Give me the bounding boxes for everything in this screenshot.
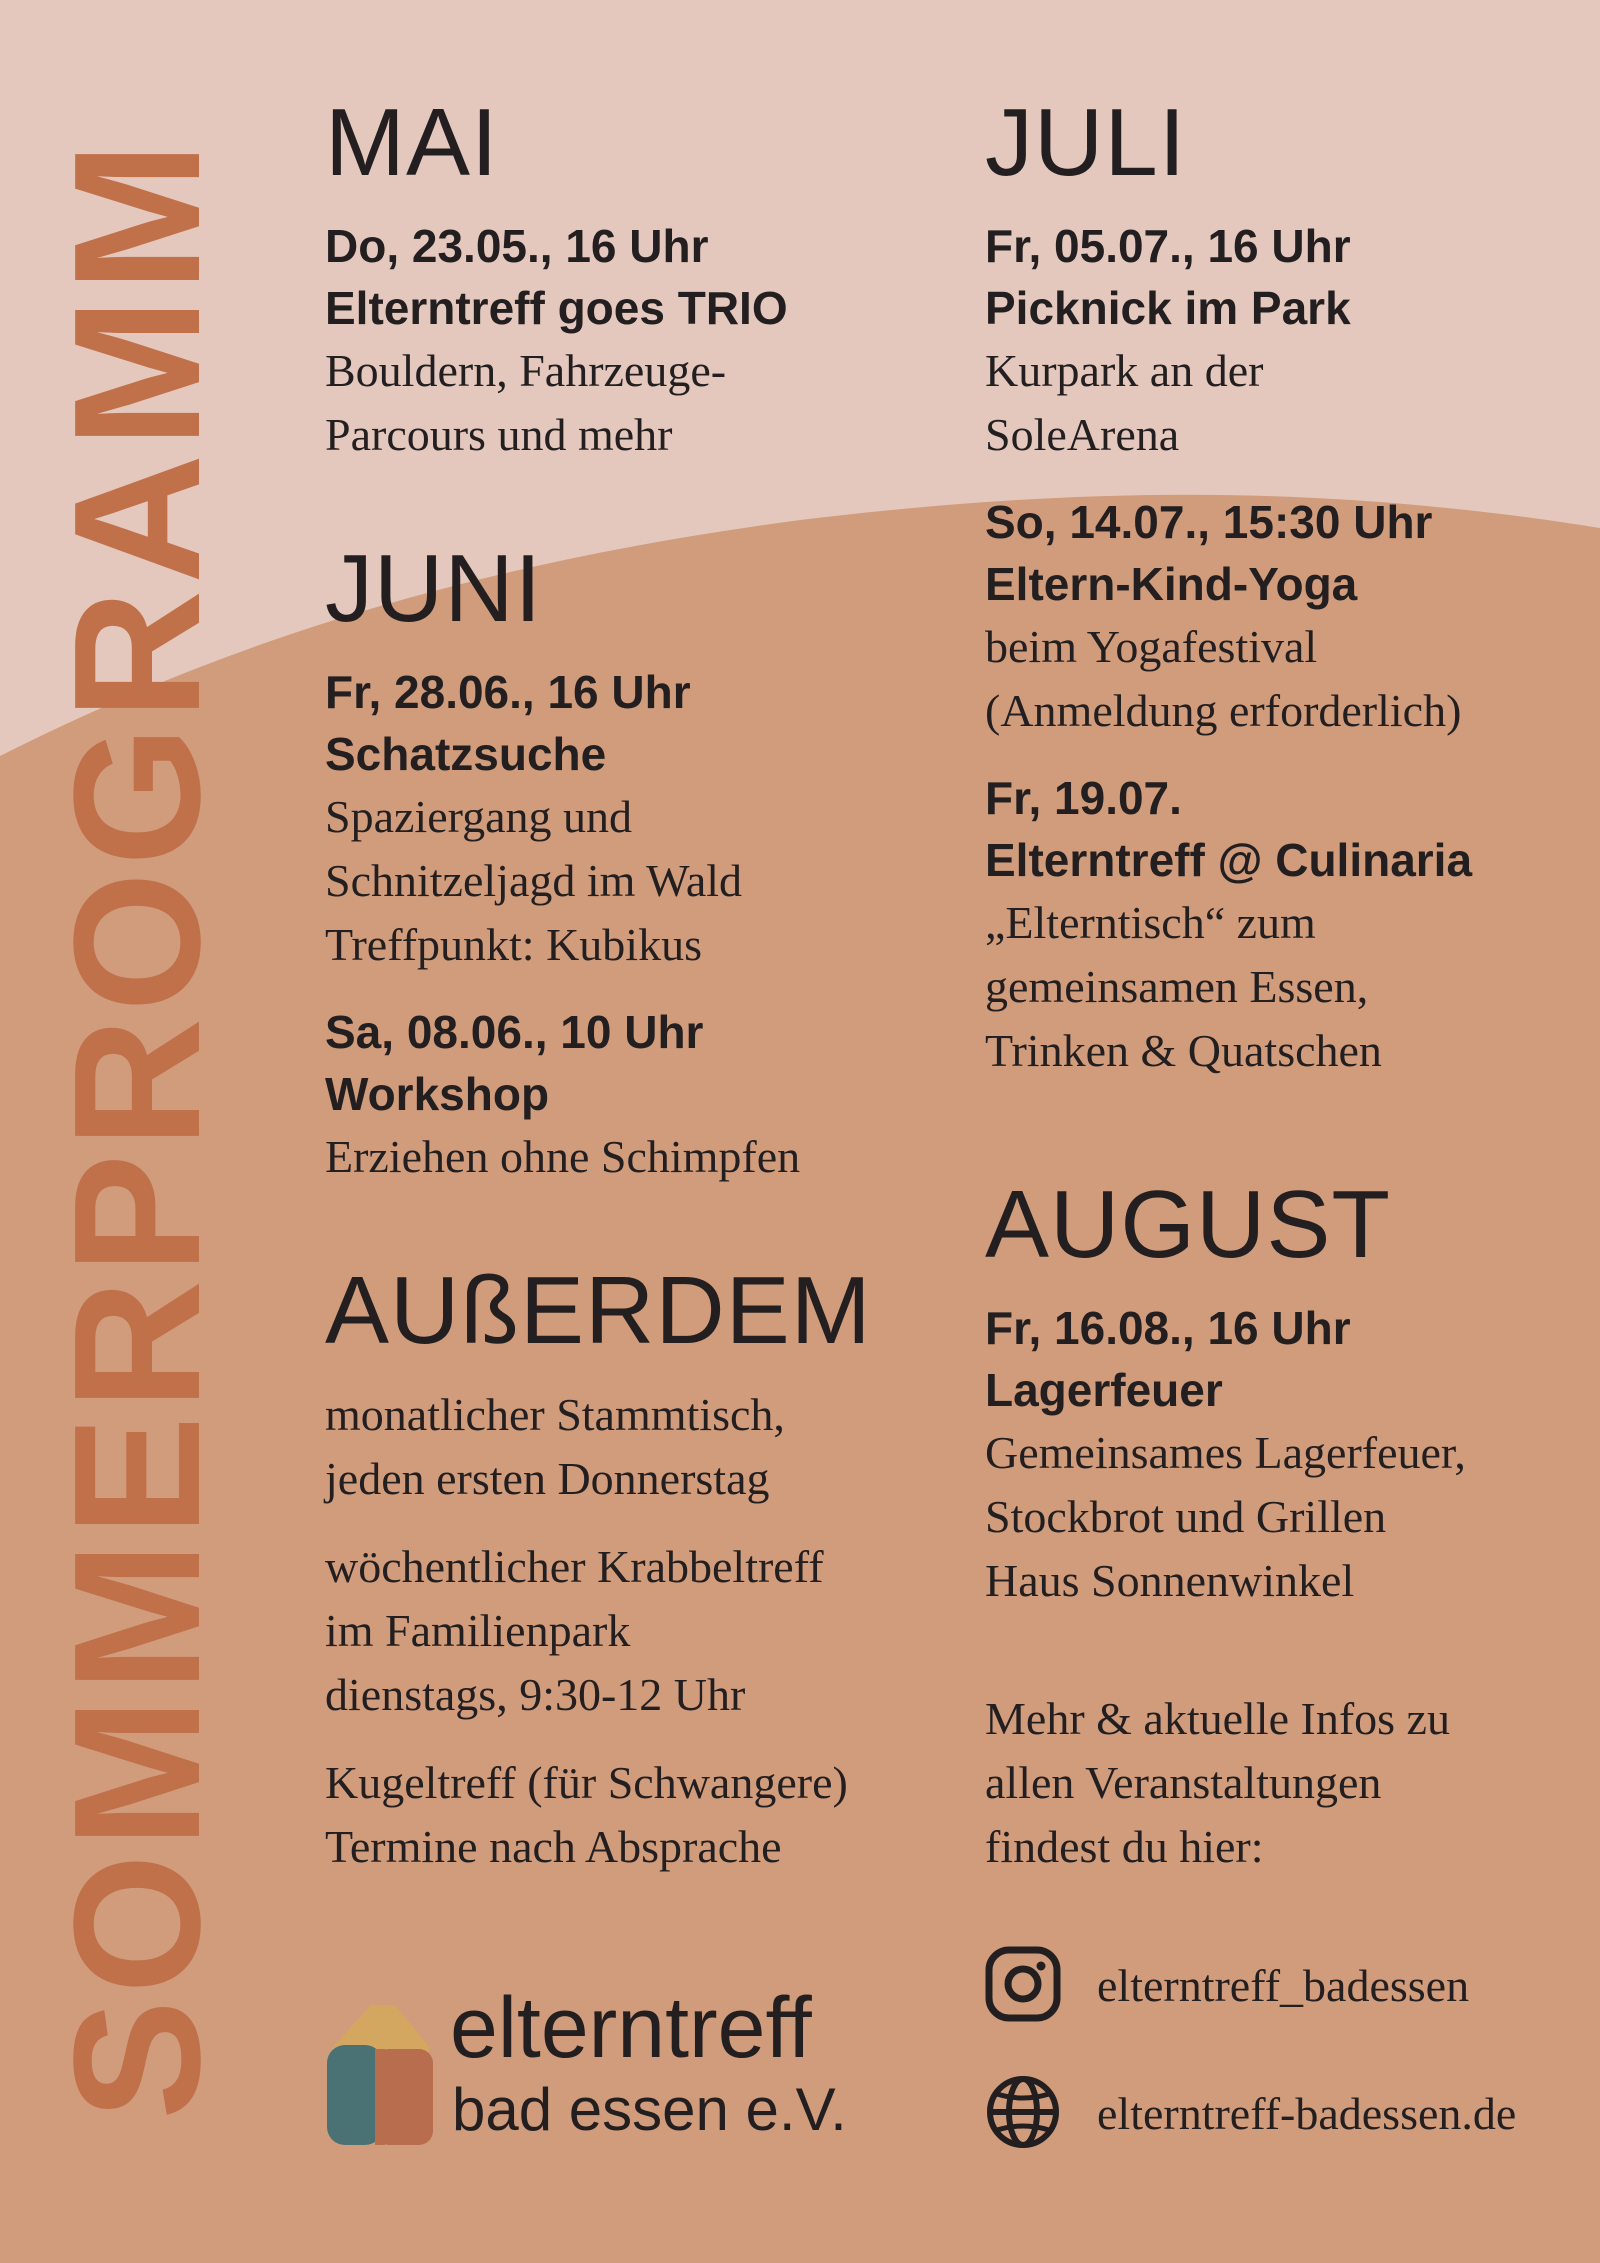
- description-line: Stockbrot und Grillen: [985, 1491, 1387, 1542]
- event-description: [985, 615, 1585, 743]
- description-line: Spaziergang und: [325, 791, 633, 842]
- event-title: Schatzsuche: [325, 728, 607, 780]
- description-line: Haus Sonnenwinkel: [985, 1555, 1355, 1606]
- description-line: Mehr & aktuelle Infos zu: [985, 1693, 1450, 1744]
- description-line: wöchentlicher Krabbeltreff: [325, 1541, 824, 1592]
- description-line: Treffpunkt: Kubikus: [325, 919, 702, 970]
- logo-subtitle: bad essen e.V.: [452, 2076, 847, 2143]
- logo-overlap: [375, 2049, 385, 2145]
- left-column: [325, 89, 945, 1903]
- event-description: [985, 339, 1585, 467]
- section-juli: [985, 89, 1585, 1083]
- month-heading-august: AUGUST: [985, 1171, 1392, 1278]
- description-line: Trinken & Quatschen: [985, 1025, 1382, 1076]
- event-item: [325, 215, 945, 467]
- description-line: beim Yogafestival: [985, 621, 1318, 672]
- description-line: monatlicher Stammtisch,: [325, 1389, 785, 1440]
- description-line: findest du hier:: [985, 1821, 1264, 1872]
- month-heading-juli: JULI: [985, 89, 1187, 196]
- description-line: Bouldern, Fahrzeuge-: [325, 345, 727, 396]
- event-title: Elterntreff @ Culinaria: [985, 834, 1473, 886]
- description-line: Kugeltreff (für Schwangere): [325, 1757, 848, 1808]
- vertical-title: SOMMERPROGRAMM: [37, 136, 238, 2120]
- event-date: Fr, 05.07., 16 Uhr: [985, 220, 1351, 272]
- instagram-icon: [985, 1946, 1061, 2022]
- month-heading-ausserdem: AUßERDEM: [325, 1257, 872, 1364]
- event-description: [325, 785, 945, 977]
- description-line: Schnitzeljagd im Wald: [325, 855, 743, 906]
- info-item: [325, 1383, 945, 1511]
- more-info-text: [985, 1687, 1585, 1879]
- description-line: gemeinsamen Essen,: [985, 961, 1369, 1012]
- website-url[interactable]: elterntreff-badessen.de: [1097, 2088, 1517, 2139]
- event-item: [985, 491, 1585, 743]
- event-date: So, 14.07., 15:30 Uhr: [985, 496, 1433, 548]
- description-line: Termine nach Absprache: [325, 1821, 782, 1872]
- event-title: Elterntreff goes TRIO: [325, 282, 788, 334]
- section-ausserdem: [325, 1257, 945, 1879]
- description-line: Gemeinsames Lagerfeuer,: [985, 1427, 1466, 1478]
- event-item: [325, 661, 945, 977]
- description-line: allen Veranstaltungen: [985, 1757, 1382, 1808]
- event-title: Lagerfeuer: [985, 1364, 1223, 1416]
- elterntreff-logo: [325, 1980, 925, 2155]
- description-line: im Familienpark: [325, 1605, 631, 1656]
- event-item: [985, 767, 1585, 1083]
- description-line: „Elterntisch“ zum: [985, 897, 1316, 948]
- event-title: Eltern-Kind-Yoga: [985, 558, 1358, 610]
- event-date: Fr, 28.06., 16 Uhr: [325, 666, 691, 718]
- event-date: Do, 23.05., 16 Uhr: [325, 220, 709, 272]
- description-line: (Anmeldung erforderlich): [985, 685, 1462, 736]
- event-date: Sa, 08.06., 10 Uhr: [325, 1006, 704, 1058]
- logo-left-block: [327, 2045, 383, 2145]
- event-description: [985, 1421, 1585, 1613]
- info-item: [325, 1535, 945, 1727]
- event-date: Fr, 19.07.: [985, 772, 1182, 824]
- section-august: [985, 1171, 1585, 1613]
- description-line: jeden ersten Donnerstag: [325, 1453, 770, 1504]
- month-heading-juni: JUNI: [325, 535, 543, 642]
- event-description: [985, 891, 1585, 1083]
- globe-icon: [985, 2074, 1061, 2150]
- event-item: [325, 1001, 945, 1189]
- description-line: Erziehen ohne Schimpfen: [325, 1131, 801, 1182]
- description-line: Kurpark an der: [985, 345, 1264, 396]
- event-description: [325, 339, 945, 467]
- event-title: Picknick im Park: [985, 282, 1351, 334]
- event-title: Workshop: [325, 1068, 550, 1120]
- logo-mark-icon: [325, 1997, 437, 2147]
- section-juni: [325, 535, 945, 1189]
- description-line: dienstags, 9:30-12 Uhr: [325, 1669, 746, 1720]
- logo-name: elterntreff: [450, 1980, 812, 2076]
- right-column: [985, 89, 1585, 1879]
- instagram-handle[interactable]: elterntreff_badessen: [1097, 1960, 1470, 2011]
- event-date: Fr, 16.08., 16 Uhr: [985, 1302, 1351, 1354]
- website-link[interactable]: [985, 2074, 1585, 2154]
- event-item: [985, 1297, 1585, 1613]
- event-description: [325, 1125, 945, 1189]
- instagram-link[interactable]: [985, 1946, 1585, 2026]
- description-line: SoleArena: [985, 409, 1180, 460]
- month-heading-mai: MAI: [325, 89, 499, 196]
- section-mai: [325, 89, 945, 467]
- description-line: Parcours und mehr: [325, 409, 673, 460]
- event-item: [985, 215, 1585, 467]
- info-item: [325, 1751, 945, 1879]
